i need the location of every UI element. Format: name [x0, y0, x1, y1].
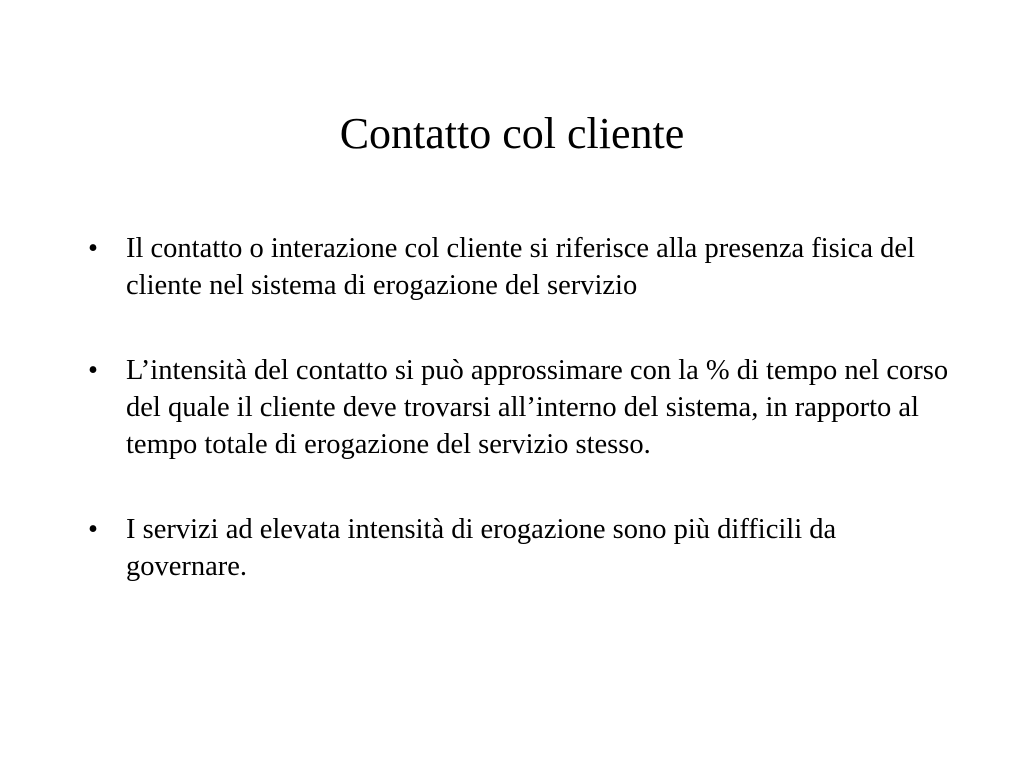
bullet-dot-icon: • [88, 233, 98, 264]
bullet-dot-icon: • [88, 514, 98, 545]
bullet-text: I servizi ad elevata intensità di erogazione sono più difficili da governare. [126, 514, 837, 582]
bullet-text: Il contatto o interazione col cliente si riferisce alla presenza fisica del cliente nel sistema di erogazione del servizio [126, 233, 915, 301]
bullet-list [88, 230, 958, 585]
bullet-item [88, 352, 958, 463]
bullet-item [88, 230, 958, 304]
bullet-text: L’intensità del contatto si può approssimare con la % di tempo nel corso del quale il cliente deve trovarsi all’interno del sistema, in rapporto al tempo totale di erogazione del servizio stesso. [126, 355, 949, 460]
slide-title: Contatto col cliente [339, 109, 685, 158]
bullet-dot-icon: • [88, 355, 98, 386]
bullet-item [88, 511, 958, 585]
